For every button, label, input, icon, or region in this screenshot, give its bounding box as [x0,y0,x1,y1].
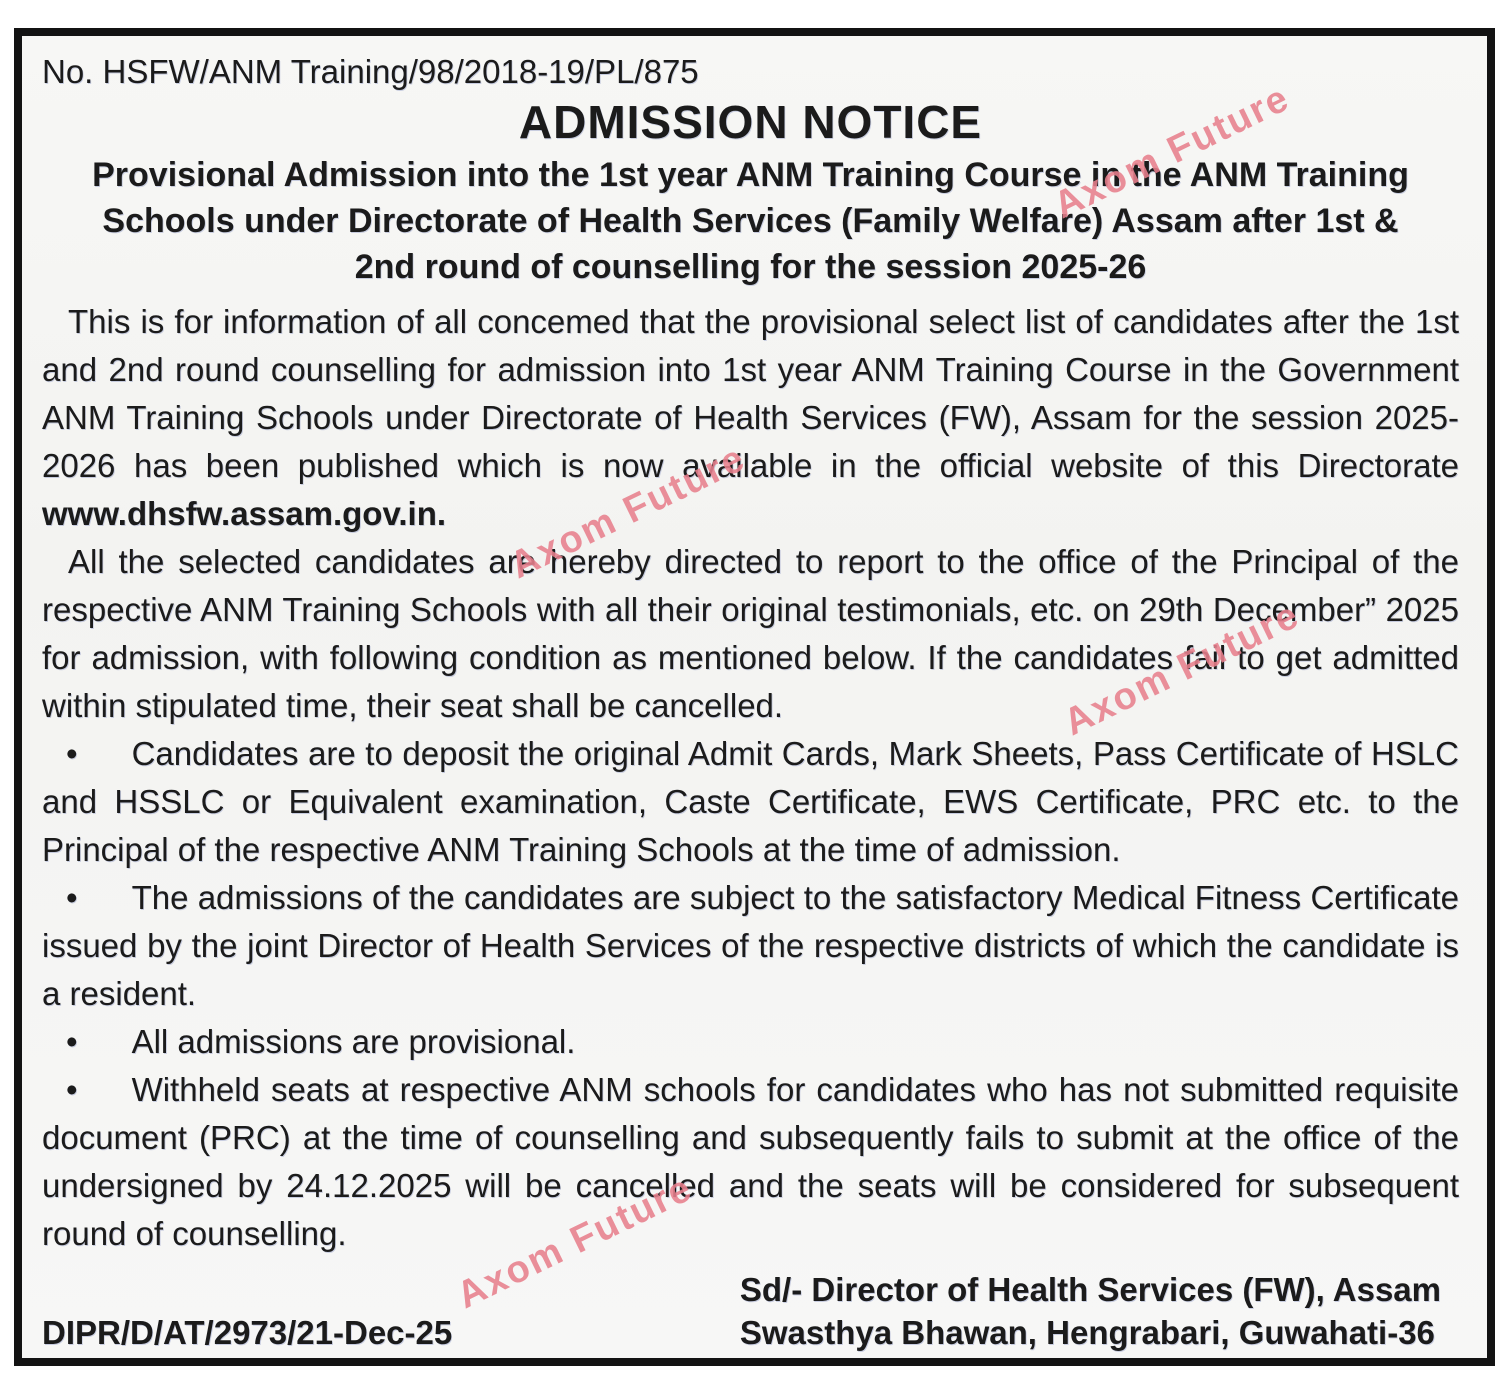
bullet-text-documents: Candidates are to deposit the original Admit Cards, Mark Sheets, Pass Certificate of HSLC and HSSLC or Equivalent examination, Caste Certificate, EWS Certificate, PRC etc. to the Principal of the respective ANM Training Schools at the time of admission. [42,735,1459,868]
watermark: Axom Future [1057,593,1307,745]
website-text: www.dhsfw.assam.gov.in. [42,495,447,532]
watermark: Axom Future [503,436,753,588]
dipr-number: DIPR/D/AT/2973/21-Dec-25 [42,1314,453,1351]
bullet-text-medical-fitness: The admissions of the candidates are subject to the satisfactory Medical Fitness Certificate issued by the joint Director of Health Services of the respective districts of which the candidate is a resident. [42,879,1459,1012]
bullet-item-withheld-seats [42,1066,1459,1258]
bullet-icon: • [66,879,78,916]
signature-block [740,1268,1459,1354]
bullet-text-withheld-seats: Withheld seats at respective ANM schools for candidates who has not submitted requisite document (PRC) at the time of counselling and subsequently fails to submit at the office of the undersigned by 24.12.2025 will be cancelled and the seats will be considered for subsequent round of counselling. [42,1071,1459,1252]
bullet-text-provisional: All admissions are provisional. [131,1023,576,1060]
intro-paragraph-text: This is for information of all concemed that the provisional select list of candidates after the 1st and 2nd round counselling for admission into 1st year ANM Training Course in the Government ANM Training Schools under Directorate of Health Services (FW), Assam for the session 2025-2026 has been published which is now available in the official website of this Directorate [42,303,1459,484]
watermark: Axom Future [1047,76,1297,228]
bullet-icon: • [66,1071,78,1108]
signature-line2: Swasthya Bhawan, Hengrabari, Guwahati-36 [739,1314,1435,1351]
bullet-icon: • [66,1023,78,1060]
bullet-item-medical-fitness [42,874,1459,1018]
notice-subtitle: Provisional Admission into the 1st year ANM Training Course in the ANM Training Schools under Directorate of Health Services (Family Welfare) Assam after 1st & 2nd round of counselling for the session 2025-26 [92,156,1409,286]
notice-frame [14,28,1495,1366]
bullet-item-documents [42,730,1459,874]
watermark: Axom Future [450,1166,700,1318]
signature-line1: Sd/- Director of Health Services (FW), Assam [739,1271,1441,1308]
bullet-item-provisional [42,1018,1459,1066]
notice-footer [42,1268,1459,1354]
reference-number: No. HSFW/ANM Training/98/2018-19/PL/875 [42,53,699,90]
bullet-icon: • [66,735,78,772]
notice-title: ADMISSION NOTICE [518,96,983,148]
report-paragraph: All the selected candidates are hereby directed to report to the office of the Principal of the respective ANM Training Schools with all their original testimonials, etc. on 29th December” 2025 for admission, with following condition as mentioned below. If the candidates fail to get admitted within stipulated time, their seat shall be cancelled. [42,543,1459,724]
intro-paragraph [42,298,1459,538]
